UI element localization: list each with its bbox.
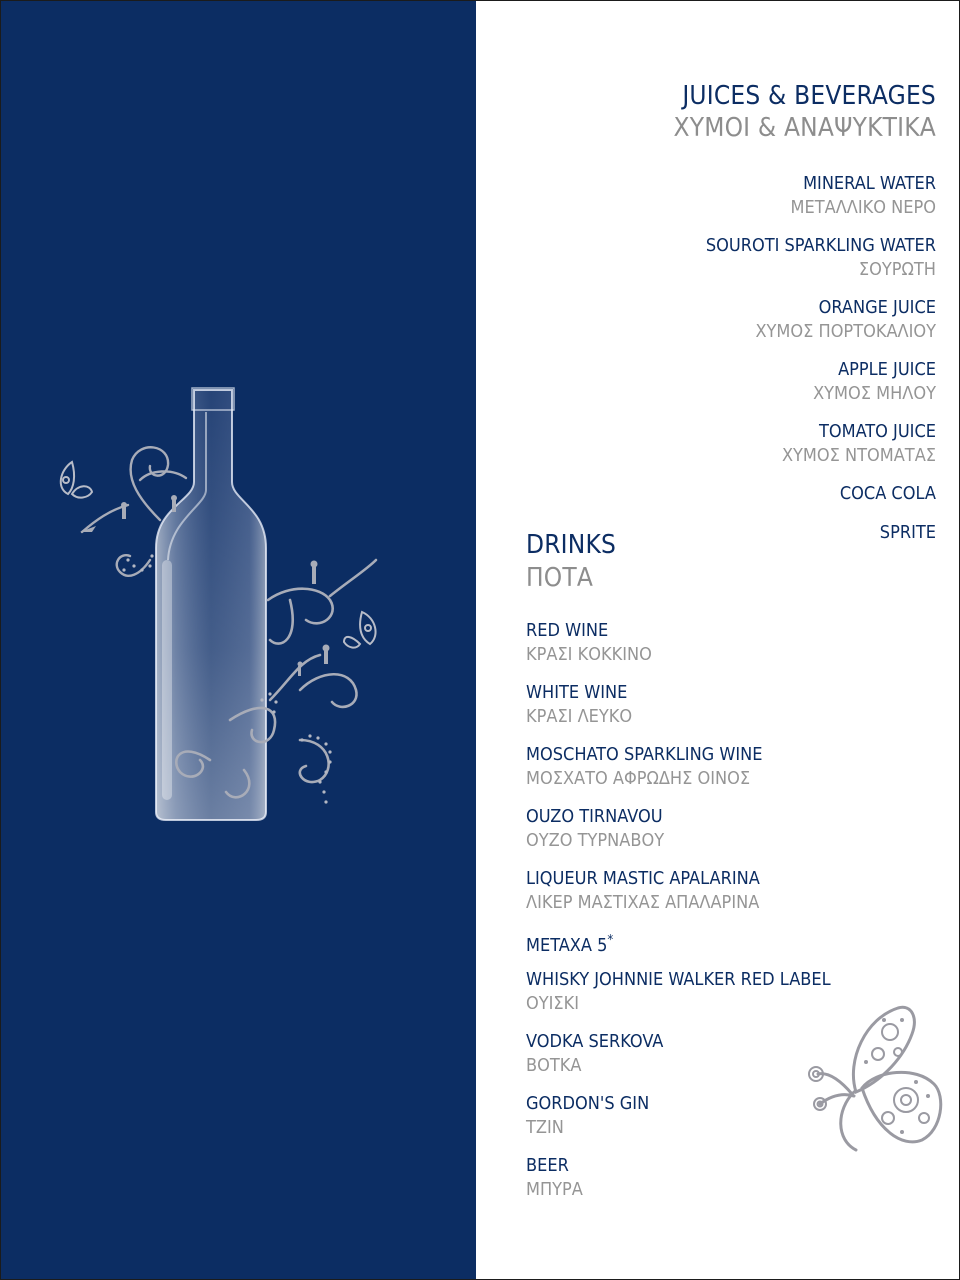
item-name-gr: ΜΕΤΑΛΛΙΚΟ ΝΕΡΟ xyxy=(790,197,936,218)
list-item xyxy=(782,420,936,468)
item-name-en: SOUROTI SPARKLING WATER xyxy=(705,235,936,256)
item-name-en: RED WINE xyxy=(526,620,609,641)
item-name-en: METAXA 5 xyxy=(526,935,608,956)
item-name-gr: ΧΥΜΟΣ ΜΗΛΟΥ xyxy=(813,383,936,404)
item-name-en: WHISKY JOHNNIE WALKER RED LABEL xyxy=(526,969,831,990)
item-name-en: ORANGE JUICE xyxy=(818,297,936,318)
item-name-gr: ΛΙΚΕΡ ΜΑΣΤΙΧΑΣ ΑΠΑΛΑΡΙΝΑ xyxy=(526,892,760,913)
list-item xyxy=(526,968,831,1016)
asterisk-mark: * xyxy=(607,933,614,948)
list-item xyxy=(526,1030,663,1078)
item-name-en: COCA COLA xyxy=(839,483,936,504)
item-name-en: VODKA SERKOVA xyxy=(526,1031,664,1052)
item-name-en: SPRITE xyxy=(879,522,936,543)
item-name-en: GORDON'S GIN xyxy=(526,1093,650,1114)
list-item xyxy=(526,867,760,915)
item-name-en: MINERAL WATER xyxy=(803,173,936,194)
item-name-gr: ΒΟΤΚΑ xyxy=(526,1055,582,1076)
list-item xyxy=(526,1092,649,1140)
butterfly-icon xyxy=(806,1000,952,1160)
list-item xyxy=(526,1154,583,1202)
item-name-en: APPLE JUICE xyxy=(838,359,936,380)
item-name-en: BEER xyxy=(526,1155,569,1176)
juices-title-en: JUICES & BEVERAGES xyxy=(682,81,936,111)
list-item xyxy=(813,358,936,406)
drinks-title-en: DRINKS xyxy=(526,530,617,560)
item-name-en: MOSCHATO SPARKLING WINE xyxy=(526,744,763,765)
list-item xyxy=(526,619,652,667)
drinks-title-gr: ΠΟΤΑ xyxy=(526,563,594,593)
list-item xyxy=(526,743,763,791)
item-name-gr: ΟΥΖΟ ΤΥΡΝΑΒΟΥ xyxy=(526,830,665,851)
list-item xyxy=(791,172,936,220)
illustration-panel xyxy=(0,0,476,1280)
item-name-gr: ΣΟΥΡΩΤΗ xyxy=(858,259,936,280)
list-item xyxy=(526,929,613,958)
juices-title-gr: ΧΥΜΟΙ & ΑΝΑΨΥΚΤΙΚΑ xyxy=(673,113,936,143)
item-name-gr: ΜΟΣΧΑΤΟ ΑΦΡΩΔΗΣ ΟΙΝΟΣ xyxy=(526,768,751,789)
list-item xyxy=(526,805,664,853)
item-name-gr: ΚΡΑΣΙ ΚΟΚΚΙΝΟ xyxy=(526,644,652,665)
item-name-gr: ΜΠΥΡΑ xyxy=(526,1179,583,1200)
list-item xyxy=(706,234,936,282)
item-name-gr: ΚΡΑΣΙ ΛΕΥΚΟ xyxy=(526,706,633,727)
item-name-gr: ΤΖΙΝ xyxy=(526,1117,564,1138)
item-name-en: WHITE WINE xyxy=(526,682,628,703)
item-name-en: LIQUEUR MASTIC APALARINA xyxy=(526,868,760,889)
item-name-en: OUZO TIRNAVOU xyxy=(526,806,663,827)
list-item xyxy=(880,521,936,545)
item-name-gr: ΟΥΙΣΚΙ xyxy=(526,993,580,1014)
list-item xyxy=(840,482,936,506)
item-name-gr: ΧΥΜΟΣ ΝΤΟΜΑΤΑΣ xyxy=(781,445,936,466)
item-name-gr: ΧΥΜΟΣ ΠΟΡΤΟΚΑΛΙΟΥ xyxy=(755,321,936,342)
wine-bottle-with-flourishes-icon xyxy=(0,0,476,1280)
list-item xyxy=(526,681,632,729)
item-name-en: TOMATO JUICE xyxy=(819,421,936,442)
list-item xyxy=(755,296,936,344)
